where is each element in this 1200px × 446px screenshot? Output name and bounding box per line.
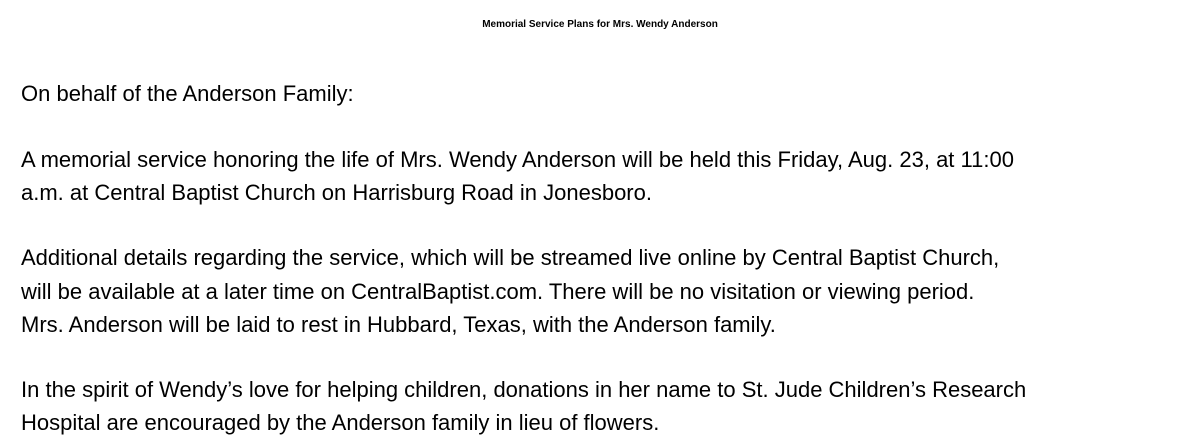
paragraph-line: will be available at a later time on CentralBaptist.com. There will be no visitation or viewing period. bbox=[21, 279, 975, 304]
paragraph-line: Hospital are encouraged by the Anderson family in lieu of flowers. bbox=[21, 410, 660, 435]
document-title: Memorial Service Plans for Mrs. Wendy Anderson bbox=[482, 19, 718, 30]
paragraph-line: Additional details regarding the service, which will be streamed live online by Central Baptist Church, bbox=[21, 245, 1000, 270]
paragraph-line: A memorial service honoring the life of Mrs. Wendy Anderson will be held this Friday, Aug. 23, at 11:00 bbox=[21, 147, 1014, 172]
paragraph-line: In the spirit of Wendy’s love for helping children, donations in her name to St. Jude Children’s Research bbox=[21, 377, 1027, 402]
greeting-line: On behalf of the Anderson Family: bbox=[21, 81, 354, 106]
paragraph-line: Mrs. Anderson will be laid to rest in Hubbard, Texas, with the Anderson family. bbox=[21, 312, 776, 337]
paragraph-line: a.m. at Central Baptist Church on Harrisburg Road in Jonesboro. bbox=[21, 180, 652, 205]
